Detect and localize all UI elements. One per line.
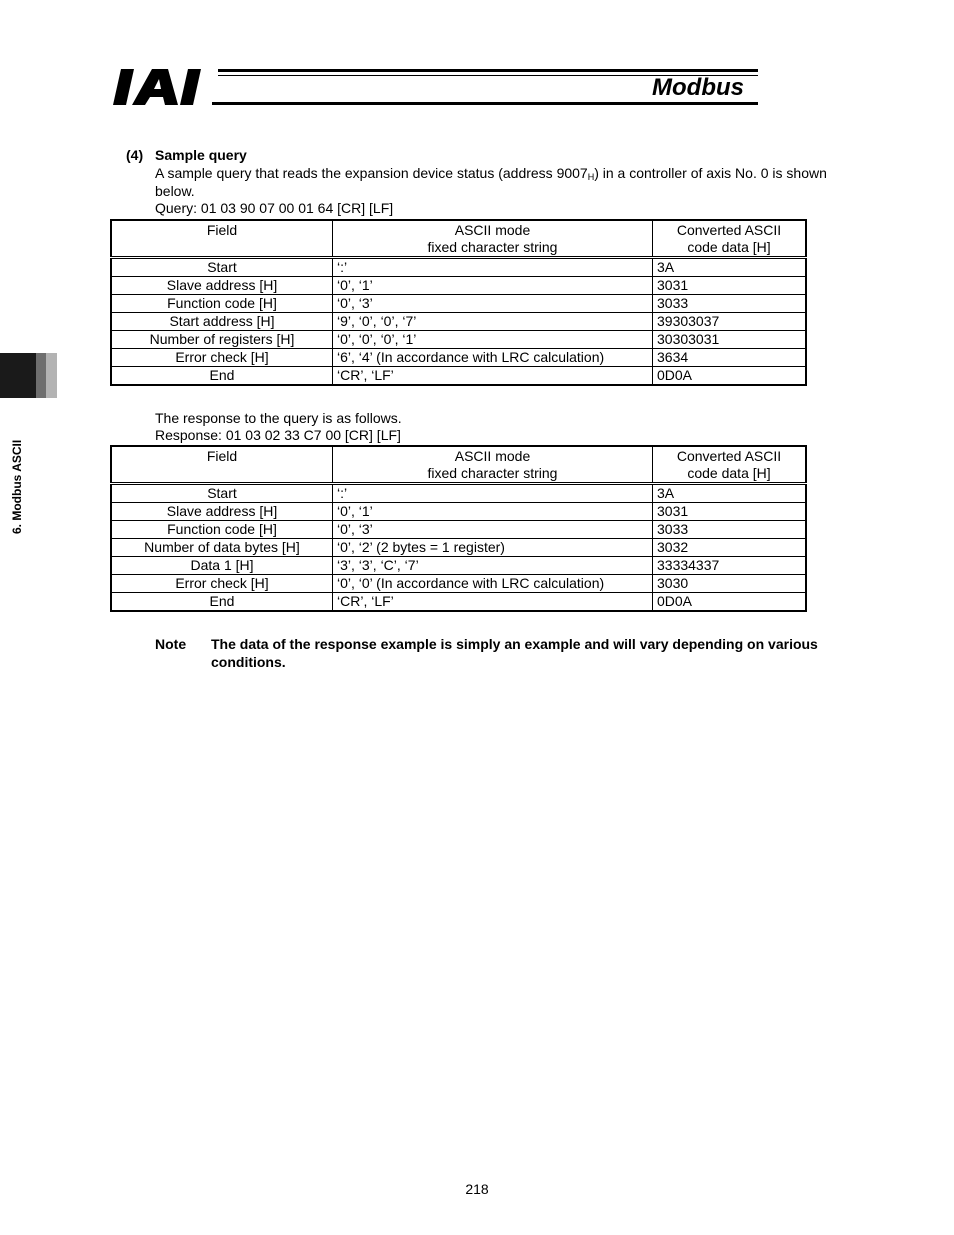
header-title: Modbus [652, 74, 744, 101]
section-heading [126, 147, 247, 165]
table-row: Error check [H] ‘6’, ‘4’ (In accordance with LRC calculation) 3634 [111, 349, 806, 367]
intro-subscript: H [587, 172, 595, 182]
query-line: Query: 01 03 90 07 00 01 64 [CR] [LF] [155, 200, 394, 216]
chapter-side-label: 6. Modbus ASCII [10, 439, 24, 534]
table-header-row [111, 446, 806, 484]
table-row: Number of data bytes [H] ‘0’, ‘2’ (2 bytes = 1 register) 3032 [111, 539, 806, 557]
table-row: End ‘CR’, ‘LF’ 0D0A [111, 367, 806, 386]
header-rule-top [218, 69, 758, 72]
intro-text-1: A sample query that reads the expansion device status (address 9007 [155, 165, 588, 181]
response-intro: The response to the query is as follows. [155, 410, 402, 426]
intro-text-2: ) in a controller of axis No. 0 is shown below. [155, 165, 827, 199]
page-number: 218 [465, 1181, 489, 1197]
header-ascii: ASCII mode fixed character string [333, 220, 653, 258]
table-row: Number of registers [H] ‘0’, ‘0’, ‘0’, ‘1’ 30303031 [111, 331, 806, 349]
header-rule-bottom [212, 102, 758, 105]
chapter-tab-dark [0, 353, 36, 398]
header-converted: Converted ASCII code data [H] [653, 220, 807, 258]
section-title: Sample query [155, 147, 247, 163]
header-converted: Converted ASCII code data [H] [653, 446, 807, 484]
table-row: Start address [H] ‘9’, ‘0’, ‘0’, ‘7’ 39303037 [111, 313, 806, 331]
iai-logo [112, 66, 212, 108]
chapter-tab-light [46, 353, 57, 398]
table-row: Function code [H] ‘0’, ‘3’ 3033 [111, 521, 806, 539]
query-table-body [111, 258, 806, 386]
table-row: Slave address [H] ‘0’, ‘1’ 3031 [111, 503, 806, 521]
response-table [110, 445, 807, 612]
response-table-body [111, 484, 806, 612]
table-row: Start ‘:’ 3A [111, 484, 806, 503]
table-row: Error check [H] ‘0’, ‘0’ (In accordance with LRC calculation) 3030 [111, 575, 806, 593]
section-number: (4) [126, 147, 144, 163]
table-row: End ‘CR’, ‘LF’ 0D0A [111, 593, 806, 612]
note-text: The data of the response example is simply an example and will vary depending on various conditions. [211, 636, 818, 670]
table-row: Data 1 [H] ‘3’, ‘3’, ‘C’, ‘7’ 33334337 [111, 557, 806, 575]
section-intro [155, 165, 845, 200]
table-header-row [111, 220, 806, 258]
table-row: Function code [H] ‘0’, ‘3’ 3033 [111, 295, 806, 313]
response-line: Response: 01 03 02 33 C7 00 [CR] [LF] [155, 427, 401, 443]
note-label: Note [155, 636, 187, 652]
table-row: Start ‘:’ 3A [111, 258, 806, 277]
header-field: Field [111, 446, 333, 484]
note-block [155, 636, 845, 671]
table-row: Slave address [H] ‘0’, ‘1’ 3031 [111, 277, 806, 295]
header-field: Field [111, 220, 333, 258]
header-ascii: ASCII mode fixed character string [333, 446, 653, 484]
query-table [110, 219, 807, 386]
chapter-tab-mid [36, 353, 46, 398]
